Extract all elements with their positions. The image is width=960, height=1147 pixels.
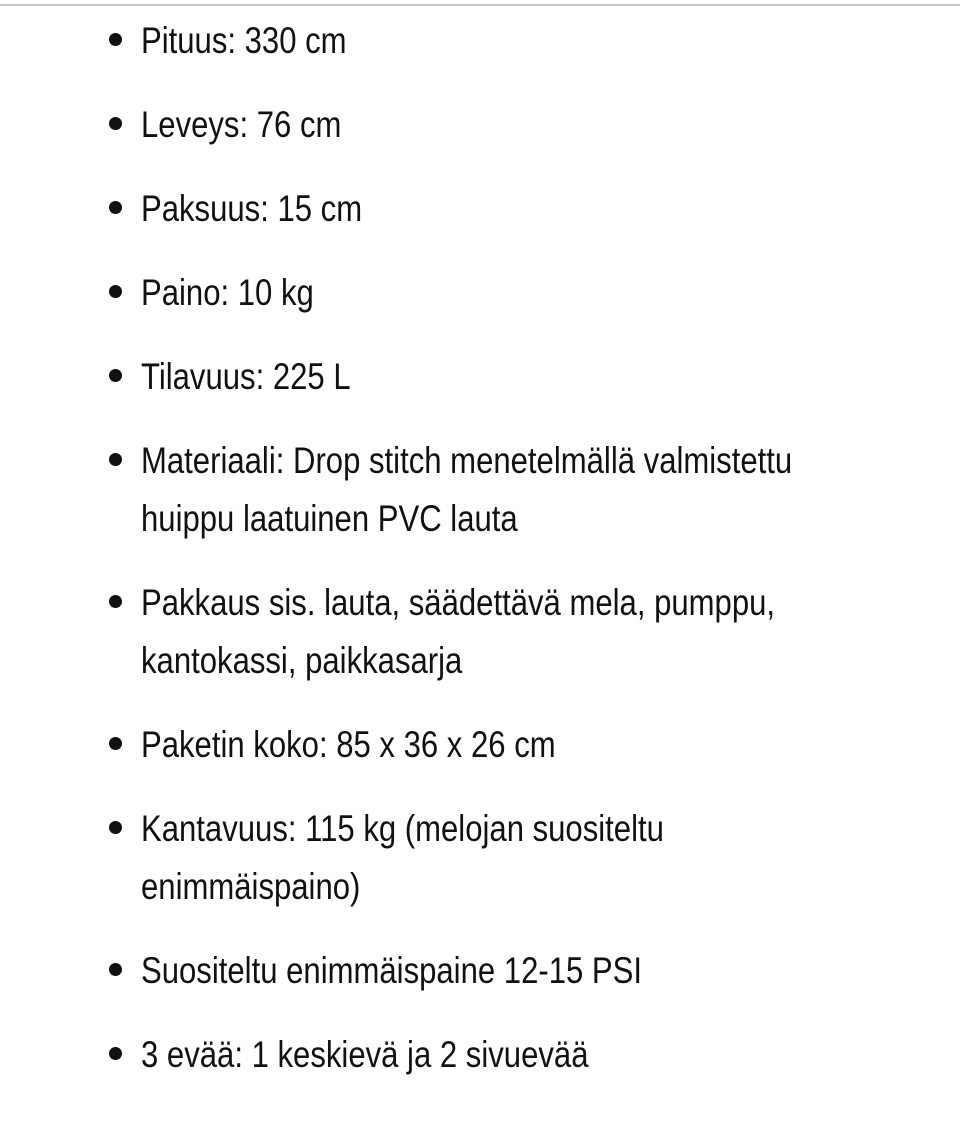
list-item-line: Materiaali: Drop stitch menetelmällä valmistettu	[141, 440, 793, 481]
spec-list	[0, 12, 960, 1110]
list-item	[0, 264, 960, 322]
list-item-line: Pituus: 330 cm	[141, 20, 347, 61]
list-item-line: 3 evää: 1 keskievä ja 2 sivuevää	[141, 1034, 589, 1075]
list-item	[0, 800, 960, 916]
bullet-icon	[109, 963, 122, 976]
list-item	[0, 716, 960, 774]
list-item-text	[141, 180, 829, 238]
bullet-icon	[109, 821, 122, 834]
bullet-icon	[109, 285, 122, 298]
list-item	[0, 432, 960, 548]
list-item-line: Tilavuus: 225 L	[141, 356, 351, 397]
list-item-text	[141, 1026, 829, 1084]
list-item-line: Suositeltu enimmäispaine 12-15 PSI	[141, 950, 643, 991]
list-item-text	[141, 716, 829, 774]
list-item-line: Paketin koko: 85 x 36 x 26 cm	[141, 724, 556, 765]
list-item-text	[141, 432, 829, 548]
list-item-text	[141, 348, 829, 406]
list-item-text	[141, 574, 829, 690]
bullet-icon	[109, 1047, 122, 1060]
list-item	[0, 1026, 960, 1084]
bullet-icon	[109, 33, 122, 46]
top-divider	[0, 4, 960, 6]
bullet-icon	[109, 369, 122, 382]
list-item-line: Paksuus: 15 cm	[141, 188, 363, 229]
list-item-line: enimmäispaino)	[141, 866, 361, 907]
list-item	[0, 348, 960, 406]
list-item-text	[141, 96, 829, 154]
list-item-line: Kantavuus: 115 kg (melojan suositeltu	[141, 808, 664, 849]
bullet-icon	[109, 453, 122, 466]
bullet-icon	[109, 117, 122, 130]
list-item-line: huippu laatuinen PVC lauta	[141, 498, 518, 539]
list-item-text	[141, 800, 829, 916]
list-item-line: Paino: 10 kg	[141, 272, 314, 313]
list-item-text	[141, 942, 829, 1000]
list-item	[0, 574, 960, 690]
list-item	[0, 96, 960, 154]
list-item-text	[141, 12, 829, 70]
list-item	[0, 12, 960, 70]
list-item-text	[141, 264, 829, 322]
list-item	[0, 942, 960, 1000]
list-item-line: kantokassi, paikkasarja	[141, 640, 463, 681]
list-item-line: Pakkaus sis. lauta, säädettävä mela, pumppu,	[141, 582, 776, 623]
bullet-icon	[109, 201, 122, 214]
list-item-line: Leveys: 76 cm	[141, 104, 342, 145]
list-item	[0, 180, 960, 238]
bullet-icon	[109, 595, 122, 608]
bullet-icon	[109, 737, 122, 750]
